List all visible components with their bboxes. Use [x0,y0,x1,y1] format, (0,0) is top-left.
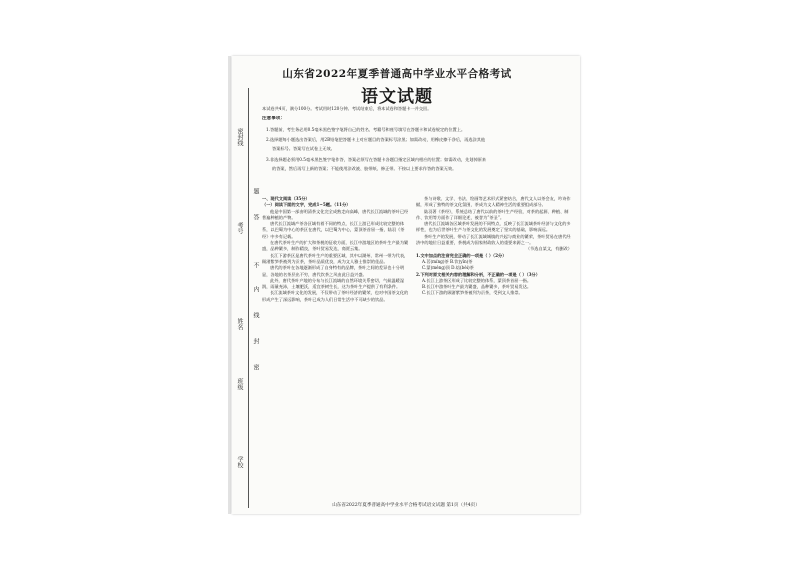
margin-label-mi: 密 [252,364,259,370]
source-note: （节选自某文，有删改） [525,246,572,252]
passage-paragraph: 茶叶生产的发展，带动了长江流域城镇的兴起与商业的繁荣，茶叶贸易在唐代经济中的地位日益重要，茶税成为国家财政收入的重要来源之一。 [416,233,571,246]
question-heading: （一）阅读下面的文字，完成1~5题。（11分） [262,202,351,208]
answer-option: C.长江下游的顾渚紫笋茶被列为贡茶，受到文人推崇。 [422,290,523,296]
margin-label-xingming: 姓名 [236,318,243,330]
page-footer: 山东省2022年夏季普通高中学业水平合格考试语文试题 第1页（共4页） [332,503,480,508]
note-line-3: 答案标号。答案写在试卷上无效。 [272,146,335,151]
passage-paragraph: 茶与诗歌、文学、书法、绘画等艺术形式紧密结合，唐代文人以茶会友，吟诗作赋，形成了独特的茶文化氛围，茶成为文人精神生活的重要组成部分。 [416,196,571,208]
margin-label-xuexiao: 学校 [236,456,243,468]
seal-line [248,88,249,508]
margin-label-da: 答 [252,214,259,220]
passage-paragraph: 长江流域茶叶文化的发展，不仅带动了茶叶经济的繁荣，也对中国茶文化的形成产生了深远影响，茶叶已成为人们日常生活中不可缺少的饮品。 [262,290,409,302]
answer-option: A.茗(míng)茶 B.饮(yǐn)茶 [422,258,473,264]
passage-paragraph: 唐代长江流域各区域茶叶发展的不同特点，反映了长江流域茶叶经济与文化的多样性，也为后世茶叶生产与茶文化的发展奠定了坚实的基础，影响深远。 [416,221,571,233]
passage-paragraph: 此外，唐代茶叶产地的分布与长江流域的自然环境关系密切，气候温暖湿润，雨量充沛，土壤肥沃，适宜茶树生长，这为茶叶生产提供了有利条件。 [262,277,405,290]
exam-title: 山东省2022年夏季普通高中学业水平合格考试 [282,68,512,80]
instructions-intro: 本试卷共4页，满分100分。考试用时120分钟。考试结束后，将本试卷和答题卡一并交回。 [262,106,432,111]
margin-label-bu: 不 [252,262,259,268]
question-heading: 2.下列对原文相关内容的理解和分析，不正确的一项是（ ）（3分） [416,271,540,277]
note-line-5: 的答案，然后再写上新的答案；不能使用涂改液、胶带纸、修正带。不按以上要求作答的答案无效。 [272,166,457,171]
note-line-4: 3.非选择题必须用0.5毫米黑色签字笔作答，答案必须写在答题卡各题目指定区域内相应的位置；如需改动，先划掉原来 [266,157,487,162]
left-column [262,196,410,496]
margin-label-feng: 封 [252,338,259,344]
passage-paragraph: 陆羽著《茶经》，系统总结了唐代以前的茶叶生产经验，对茶的起源、种植、制作、饮用等方面作了详细论述，被誉为“茶圣”。 [416,208,569,220]
answer-option: C.蒙(méng)顶 D.焙(bèi)茶 [422,265,474,271]
passage-paragraph: 唐代的茶叶在各地逐渐形成了自身特有的品牌，茶叶之间的差异也十分明显，各地的名茶层出不穷，唐代饮茶之风由此日益兴盛。 [262,265,405,277]
passage-paragraph: 长江下游茶区是唐代茶叶生产的重要区域，其中以湖州、常州一带为代表，顾渚紫笋茶被列为贡茶，茶叶品质优良，成为文人雅士推崇的佳品。 [262,252,409,264]
question-heading: 1.文中加点的注音完全正确的一项是（ ）（2分） [416,252,507,258]
note-line-1: 1.答题前，考生务必用0.5毫米黑色签字笔将自己的姓名、考籍号和座号填写在答题卡和试卷规定的位置上。 [266,127,466,132]
passage-paragraph: 在唐代茶叶生产的扩大和茶税的征收方面，长江中游地区的茶叶生产最为繁盛，品种繁多，制作精良，茶叶贸易发达，商贾云集。 [262,240,409,252]
right-column [416,196,572,496]
notes-label: 注意事项： [262,116,285,121]
margin-label-seal: 密封线 [236,128,243,146]
margin-label-xian: 线 [252,312,259,318]
subject-title: 语文试题 [361,87,433,107]
question-heading: 一、现代文阅读（35分） [262,196,310,201]
margin-label-nei: 内 [252,286,259,292]
answer-option: B.长江中游茶叶生产最为繁盛，品种繁多，茶叶贸易发达。 [422,284,532,290]
passage-paragraph: 他是中国第一部由明清茶文化完全成熟走向高峰，唐代长江流域的茶叶已经普遍种植的产物。 [262,208,409,220]
note-line-2: 2.选择题每小题选出答案后，用2B铅笔把答题卡上对应题目的答案标号涂黑；如需改动，用橡皮擦干净后，再选涂其他 [266,137,486,142]
margin-label-banji: 班级 [236,378,243,390]
margin-label-ti: 题 [252,188,259,194]
passage-paragraph: 唐代长江流域产茶各区域有着不同的特点，长江上游已形成比较完整的体系，以巴蜀为中心的茶区在唐代，以巴蜀为中心，蒙顶茶首屈一指，陆羽《茶经》中多有记载。 [262,221,405,239]
answer-option: A.长江上游茶区形成了比较完整的体系，蒙顶茶首屈一指。 [422,277,532,283]
margin-label-kaohao: 考号 [236,222,243,234]
scan-shadow [228,56,231,514]
